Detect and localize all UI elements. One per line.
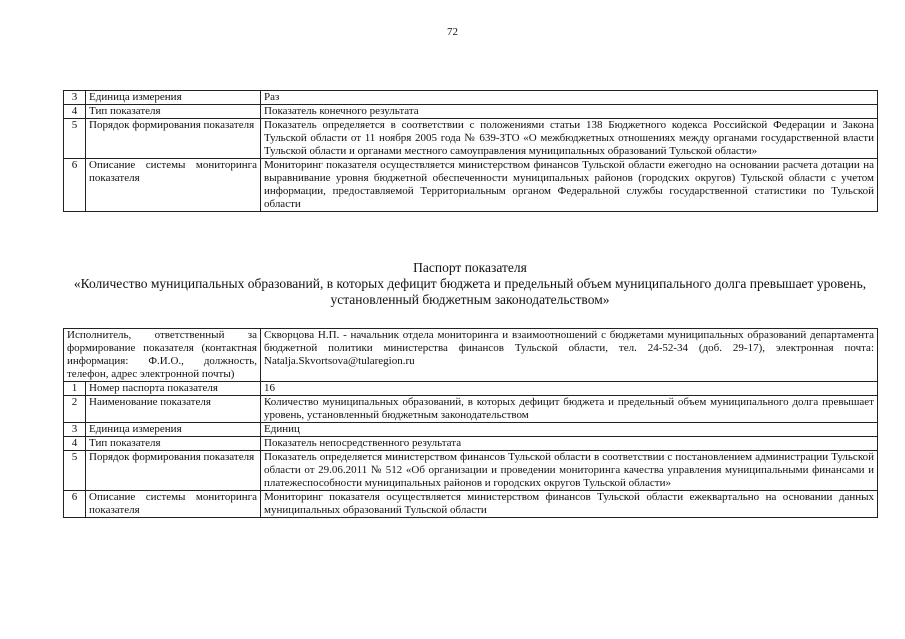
row-label: Единица измерения <box>86 423 261 437</box>
row-value: Показатель непосредственного результата <box>261 437 878 451</box>
table-row <box>64 437 878 451</box>
row-number: 4 <box>64 105 86 119</box>
row-label: Наименование показателя <box>86 396 261 423</box>
passport-title: Паспорт показателя <box>413 260 527 275</box>
row-label: Порядок формирования показателя <box>86 451 261 491</box>
table-row <box>64 159 878 212</box>
row-value: Единиц <box>261 423 878 437</box>
row-number: 6 <box>64 159 86 212</box>
row-label: Описание системы мониторинга показателя <box>86 159 261 212</box>
row-number: 5 <box>64 119 86 159</box>
table-row <box>64 396 878 423</box>
row-number: 1 <box>64 382 86 396</box>
table-row <box>64 491 878 518</box>
row-value: Показатель конечного результата <box>261 105 878 119</box>
row-value: Показатель определяется министерством финансов Тульской области в соответствии с постановлением администрации Тульской области от 29.06.2011 № 512 «Об организации и проведении мониторинга качества управления муниципальными финансами и платежеспособности муниципальных районов и городских округов Тульской области» <box>261 451 878 491</box>
row-value: Мониторинг показателя осуществляется министерством финансов Тульской области ежеквартально на основании данных муниципальных образований Тульской области <box>261 491 878 518</box>
executor-value: Скворцова Н.П. - начальник отдела мониторинга и взаимоотношений с бюджетами муниципальных образований департамента бюджетной политики министерства финансов Тульской области, тел. 24-52-34 (доб. 29-17), электронная почта: Natalja.Skvortsova@tularegion.ru <box>261 329 878 382</box>
row-number: 3 <box>64 423 86 437</box>
row-label: Номер паспорта показателя <box>86 382 261 396</box>
page-number: 72 <box>447 26 458 38</box>
row-number: 5 <box>64 451 86 491</box>
row-value: Показатель определяется в соответствии с положениями статьи 138 Бюджетного кодекса Российской Федерации и Закона Тульской области от 11 ноября 2005 года № 639-ЗТО «О межбюджетных отношениях между органами государственной власти Тульской области и органами местного самоуправления муниципальных образований Тульской области» <box>261 119 878 159</box>
row-label: Тип показателя <box>86 105 261 119</box>
row-number: 6 <box>64 491 86 518</box>
passport-subtitle: «Количество муниципальных образований, в которых дефицит бюджета и предельный объем муниципального долга превышает уровень, установленный бюджетным законодательством» <box>73 276 867 307</box>
table-row <box>64 105 878 119</box>
executor-label: Исполнитель, ответственный за формирование показателя (контактная информация: Ф.И.О., должность, телефон, адрес электронной почты) <box>64 329 261 382</box>
table-row-executor <box>64 329 878 382</box>
indicator-table-top <box>63 90 878 212</box>
row-label: Порядок формирования показателя <box>86 119 261 159</box>
indicator-passport-table <box>63 328 878 518</box>
row-label: Описание системы мониторинга показателя <box>86 491 261 518</box>
table-row <box>64 119 878 159</box>
row-label: Единица измерения <box>86 91 261 105</box>
row-number: 2 <box>64 396 86 423</box>
table-row <box>64 382 878 396</box>
row-value: Раз <box>261 91 878 105</box>
table-row <box>64 423 878 437</box>
table-row <box>64 451 878 491</box>
row-value: Количество муниципальных образований, в которых дефицит бюджета и предельный объем муниципального долга превышает уровень, установленный бюджетным законодательством <box>261 396 878 423</box>
row-number: 3 <box>64 91 86 105</box>
table-row <box>64 91 878 105</box>
row-label: Тип показателя <box>86 437 261 451</box>
row-value: 16 <box>261 382 878 396</box>
row-number: 4 <box>64 437 86 451</box>
passport-heading <box>60 260 880 308</box>
row-value: Мониторинг показателя осуществляется министерством финансов Тульской области ежегодно на основании расчета дотации на выравнивание уровня бюджетной обеспеченности муниципальных районов (городских округов) Тульской области с учетом информации, предоставляемой Территориальным органом Федеральной службы государственной статистики по Тульской области <box>261 159 878 212</box>
